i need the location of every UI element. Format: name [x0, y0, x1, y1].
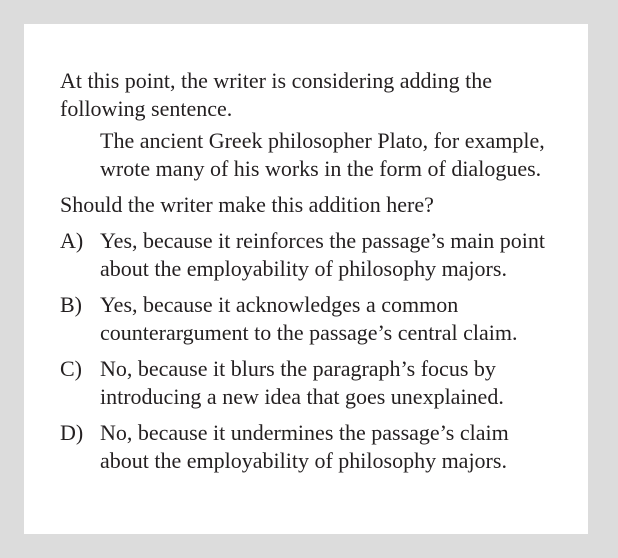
choice-letter: C) [60, 356, 82, 381]
choice-letter: D) [60, 420, 84, 445]
choice-text: Yes, because it reinforces the passage’s main point about the employability of philosophy majors. [100, 228, 545, 281]
answer-choice-d[interactable] [60, 419, 562, 475]
answer-choice-c[interactable] [60, 355, 562, 411]
choice-text: No, because it undermines the passage’s claim about the employability of philosophy majors. [100, 420, 509, 473]
question-card [24, 24, 588, 534]
question-prompt: Should the writer make this addition here? [60, 192, 434, 217]
choice-letter: B) [60, 292, 82, 317]
choice-text: Yes, because it acknowledges a common counterargument to the passage’s central claim. [100, 292, 518, 345]
choice-text: No, because it blurs the paragraph’s focus by introducing a new idea that goes unexplained. [100, 356, 504, 409]
answer-choice-b[interactable] [60, 291, 562, 347]
question-stem: At this point, the writer is considering adding the following sentence. [60, 68, 492, 121]
answer-choice-a[interactable] [60, 227, 562, 283]
answer-choices [60, 227, 562, 475]
choice-letter: A) [60, 228, 84, 253]
proposed-sentence: The ancient Greek philosopher Plato, for example, wrote many of his works in the form of dialogues. [100, 128, 545, 181]
